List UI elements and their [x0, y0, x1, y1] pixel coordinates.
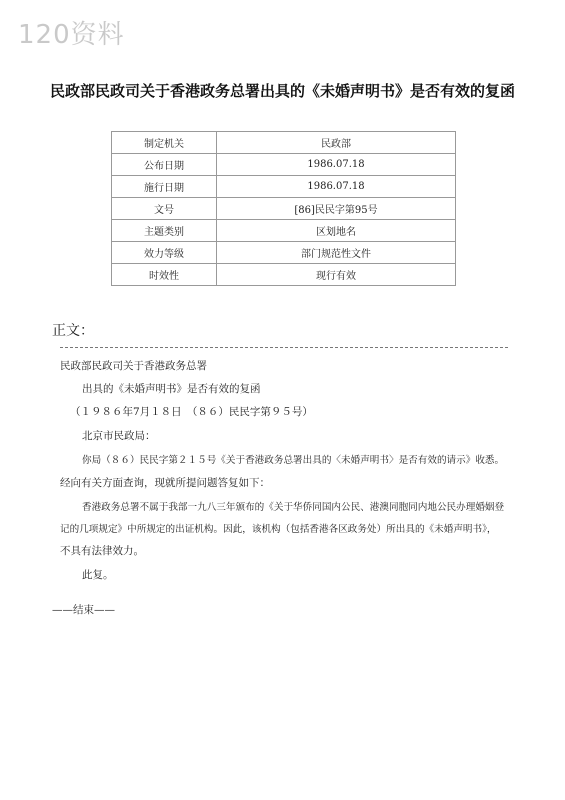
- body-line: 记的几项规定》中所规定的出证机构。因此，该机构（包括香港各区政务处）所出具的《未婚声明书》，: [60, 524, 497, 535]
- metadata-value: [86]民民字第95号: [217, 198, 456, 220]
- metadata-value: 区划地名: [217, 220, 456, 242]
- metadata-key: 主题类别: [112, 220, 217, 242]
- document-title: 民政部民政司关于香港政务总署出具的《未婚声明书》是否有效的复函: [49, 82, 515, 100]
- metadata-row: [112, 176, 456, 198]
- metadata-value: 1986.07.18: [217, 176, 456, 198]
- body-line: 民政部民政司关于香港政务总署: [60, 360, 207, 372]
- metadata-value: 部门规范性文件: [217, 242, 456, 264]
- body-line: （１９８６年7月１８日 （８６）民民字第９５号）: [70, 406, 313, 418]
- metadata-key: 效力等级: [112, 242, 217, 264]
- body-line: 出具的《未婚声明书》是否有效的复函: [82, 383, 261, 395]
- metadata-row: [112, 154, 456, 176]
- metadata-row: [112, 264, 456, 286]
- body-line: 不具有法律效力。: [60, 545, 144, 557]
- metadata-key: 时效性: [112, 264, 217, 286]
- metadata-table: [111, 131, 456, 286]
- metadata-value: 1986.07.18: [217, 154, 456, 176]
- body-line: 北京市民政局：: [82, 430, 156, 442]
- end-mark: ——结束——: [52, 604, 115, 616]
- metadata-value: 现行有效: [217, 264, 456, 286]
- metadata-row: [112, 132, 456, 154]
- metadata-row: [112, 198, 456, 220]
- metadata-value: 民政部: [217, 132, 456, 154]
- body-line: 香港政务总署不属于我部一九八三年颁布的《关于华侨同国内公民、港澳同胞同内地公民办理婚姻登: [82, 502, 505, 513]
- metadata-key: 文号: [112, 198, 217, 220]
- body-line: 你局（８６）民民字第２１５号《关于香港政务总署出具的〈未婚声明书〉是否有效的请示》收悉。: [82, 455, 505, 466]
- section-label: 正文：: [52, 323, 94, 339]
- metadata-row: [112, 242, 456, 264]
- metadata-key: 制定机关: [112, 132, 217, 154]
- body-line: 此复。: [82, 569, 114, 581]
- dashed-divider: [60, 347, 508, 348]
- body-line: 经向有关方面查询，现就所提问题答复如下：: [60, 477, 270, 489]
- watermark-logo: 120资料: [18, 20, 125, 50]
- metadata-row: [112, 220, 456, 242]
- metadata-key: 施行日期: [112, 176, 217, 198]
- metadata-key: 公布日期: [112, 154, 217, 176]
